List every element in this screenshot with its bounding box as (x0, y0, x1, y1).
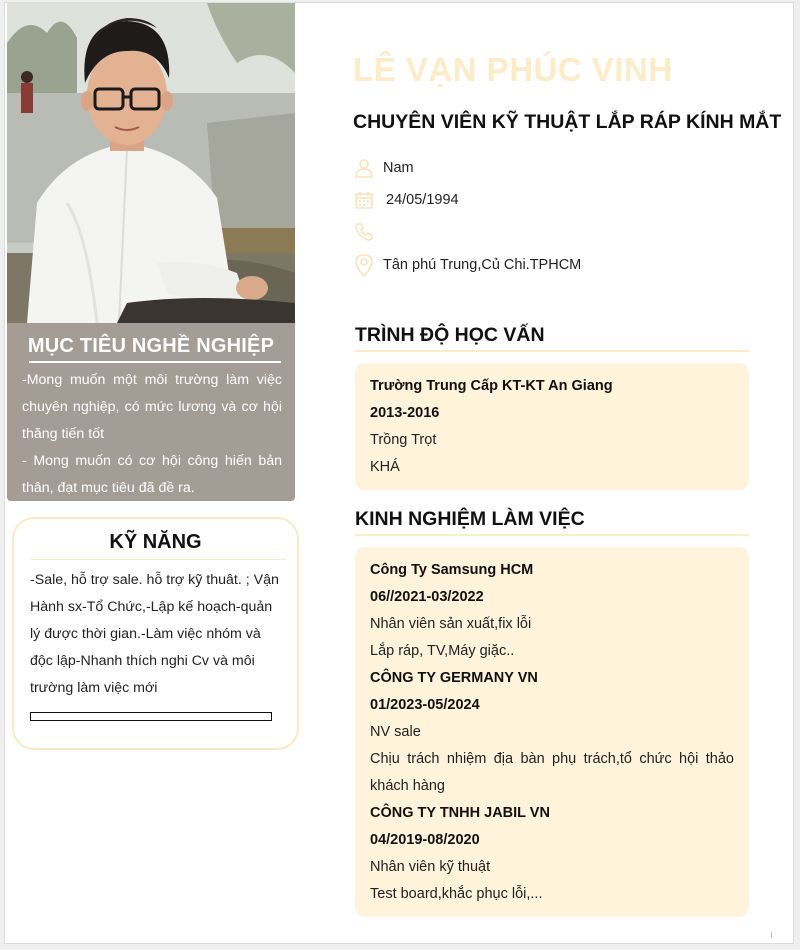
job-title: CHUYÊN VIÊN KỸ THUẬT LẮP RÁP KÍNH MẮT (353, 111, 782, 133)
job-role: Nhân viên kỹ thuật (370, 859, 491, 875)
education-period: 2013-2016 (370, 405, 440, 421)
gender-row (353, 155, 414, 181)
education-card (355, 363, 749, 490)
phone-row (353, 219, 383, 245)
location-pin-icon (353, 254, 375, 276)
job-description: Chịu trách nhiệm địa bàn phụ trách,tổ chức hội thảo khách hàng (370, 751, 734, 794)
job-period: 06//2021-03/2022 (370, 589, 484, 605)
candidate-name: LÊ VẠN PHÚC VINH (353, 51, 673, 88)
education-major: Trồng Trọt (370, 432, 437, 448)
skills-heading: KỸ NĂNG (109, 531, 202, 553)
job-company: Công Ty Samsung HCM (370, 562, 534, 578)
phone-icon (353, 221, 375, 243)
job-description: Lắp ráp, TV,Máy giặc.. (370, 643, 515, 659)
experience-divider (355, 534, 749, 536)
skill-level-bar (30, 712, 272, 721)
education-grade: KHÁ (370, 459, 400, 475)
career-objective-section (7, 323, 295, 501)
skills-text: -Sale, hỗ trợ sale. hỗ trợ kỹ thuât. ; Vận Hành sx-Tổ Chức,-Lập kế hoạch-quản lý được thời gian.-Làm việc nhóm và độc lập-Nhanh thích nghi Cv và môi trường làm việc mới (30, 572, 279, 696)
career-objective-heading: MỤC TIÊU NGHỀ NGHIỆP (27, 335, 275, 357)
cv-page (4, 2, 794, 944)
address-value: Tân phú Trung,Củ Chi.TPHCM (383, 257, 582, 273)
gender-value: Nam (383, 160, 414, 176)
calendar-icon (353, 189, 375, 211)
job-role: NV sale (370, 724, 421, 740)
career-objective-divider (29, 361, 281, 363)
experience-heading: KINH NGHIỆM LÀM VIỆC (355, 508, 585, 530)
address-row (353, 252, 581, 278)
job-company: CÔNG TY GERMANY VN (370, 670, 538, 686)
profile-photo (7, 3, 295, 323)
birthdate-row (353, 187, 459, 213)
page-marker (771, 932, 772, 938)
skills-section (12, 517, 299, 750)
job-description: Test board,khắc phục lỗi,... (370, 886, 543, 902)
job-period: 01/2023-05/2024 (370, 697, 480, 713)
education-heading: TRÌNH ĐỘ HỌC VẤN (355, 324, 545, 346)
person-icon (353, 157, 375, 179)
job-period: 04/2019-08/2020 (370, 832, 480, 848)
birthdate-value: 24/05/1994 (386, 192, 459, 208)
education-divider (355, 350, 749, 352)
career-objective-text: -Mong muốn một môi trường làm việc chuyên nghiệp, có mức lương và cơ hội thăng tiến tốt - Mong muốn có cơ hội công hiến bản thân, đạt mục tiêu đã đề ra. (22, 372, 282, 496)
education-school: Trường Trung Cấp KT-KT An Giang (370, 378, 613, 394)
experience-card (355, 547, 749, 917)
job-company: CÔNG TY TNHH JABIL VN (370, 805, 550, 821)
job-role: Nhân viên sản xuất,fix lỗi (370, 616, 532, 632)
skills-divider (31, 559, 286, 560)
